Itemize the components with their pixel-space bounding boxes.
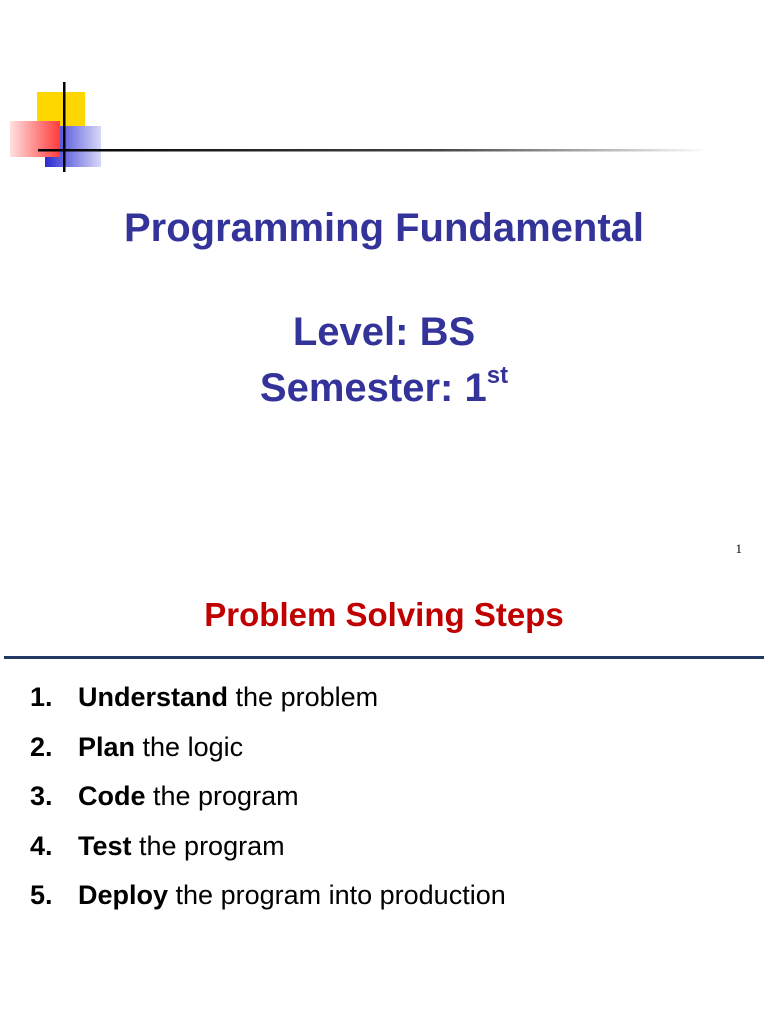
step-keyword: Code xyxy=(78,781,146,811)
title-divider xyxy=(4,656,764,659)
semester-line xyxy=(0,360,768,416)
level-text: Level: BS xyxy=(292,310,476,354)
step-text: the logic xyxy=(135,731,244,762)
step-keyword: Understand xyxy=(78,682,229,712)
deco-red-square xyxy=(10,121,60,157)
step-number: 2. xyxy=(30,731,53,762)
title-block xyxy=(0,200,768,416)
slide-decoration xyxy=(0,0,768,190)
step-text: the program xyxy=(145,781,299,811)
step-text: the program into production xyxy=(168,880,506,910)
list-item xyxy=(30,675,506,725)
steps-list xyxy=(30,675,506,923)
list-item xyxy=(30,824,506,874)
content-slide xyxy=(0,575,768,1024)
list-item xyxy=(30,873,506,923)
step-number: 1. xyxy=(30,682,53,712)
step-keyword: Deploy xyxy=(78,880,169,910)
semester-suffix: st xyxy=(486,362,509,389)
step-number: 3. xyxy=(30,781,53,811)
list-item xyxy=(30,774,506,824)
step-text: the program xyxy=(131,830,285,861)
deco-vertical-line xyxy=(63,82,66,172)
list-item xyxy=(30,725,506,775)
course-title: Programming Fundamental xyxy=(123,206,645,250)
step-text: the problem xyxy=(228,682,379,712)
slide-title: Problem Solving Steps xyxy=(204,596,564,633)
page-number: 1 xyxy=(735,541,742,556)
step-number: 5. xyxy=(30,880,53,910)
step-keyword: Plan xyxy=(78,731,136,762)
semester-text: Semester: 1 xyxy=(259,366,487,410)
step-keyword: Test xyxy=(78,830,132,861)
step-number: 4. xyxy=(30,830,53,861)
deco-horizontal-line xyxy=(38,149,708,152)
